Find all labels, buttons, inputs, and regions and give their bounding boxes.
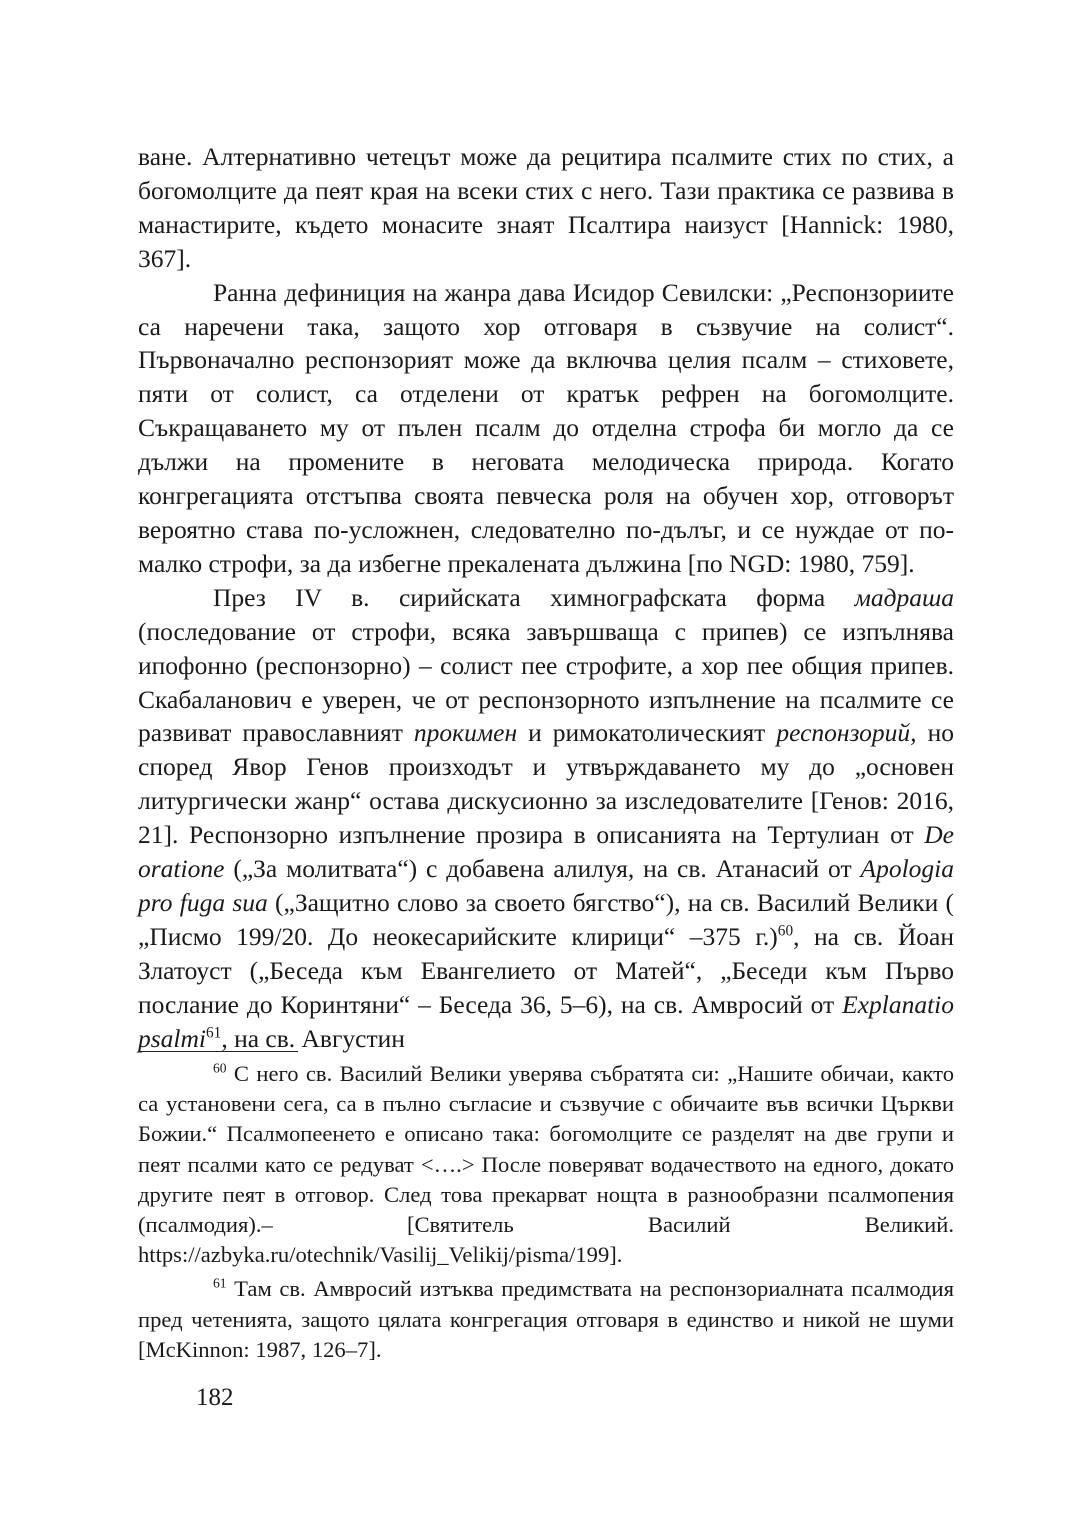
footnote-61: [138, 1274, 954, 1365]
footnote-separator: [138, 1051, 298, 1052]
paragraph-1-text: ване. Алтернативно четецът може да рецитира псалмите стих по стих, а богомолците да пеят края на всеки стих с него. Тази практика се развива в манастирите, където монасите знаят Псалтира наизуст [Hannick: 1980, 367].: [138, 142, 954, 273]
title-explanatio-psalmi: Explanatio psalmi: [138, 989, 954, 1053]
main-text: [138, 140, 954, 1055]
term-responsorium: респонзорий,: [776, 718, 917, 748]
term-prokimen: прокимен: [413, 718, 518, 748]
paragraph-1: [138, 140, 954, 276]
paragraph-3: [138, 581, 954, 1056]
term-madrasha: мадраша: [854, 582, 954, 612]
paragraph-3-text-c: и римокатолическият: [517, 718, 777, 748]
page-number: 182: [196, 1384, 234, 1412]
title-apologia: Apologia pro fuga sua: [138, 854, 954, 917]
paragraph-3-text-g: , на св. Йоан Златоуст („Беседа към Евангелието от Матей“, „Беседи към Първо послание до Коринтяни“ – Беседа 36, 5–6), на св. Амвросий от: [138, 921, 954, 1019]
footnote-ref-60[interactable]: 60: [777, 922, 794, 940]
paragraph-3-text-e: („За молитвата“) с добавена алилуя, на св. Атанасий от: [224, 854, 861, 884]
paragraph-2: [138, 276, 954, 581]
footnote-61-text: Там св. Амвросий изтъква предимствата на респонзориалната псалмодия пред четенията, защото цялата конгрегация отговаря в единство и никой не шуми [McKinnon: 1987, 126–7].: [138, 1276, 954, 1362]
footnote-ref-61[interactable]: 61: [206, 1024, 222, 1042]
paragraph-3-text-a: През IV в. сирийската химнографската форма: [213, 582, 855, 612]
paragraph-3-text-b: (последование от строфи, всяка завършваща с припев) се изпълнява ипофонно (респонзорно) – солист пее строфите, а хор пее общия припев. Скабаланович е уверен, че от респонзорното изпълнение на псалмите се развиват православният: [138, 616, 954, 748]
paragraph-2-text: Ранна дефиниция на жанра дава Исидор Севилски: „Респонзориите са наречени така, защото хор отговаря в съзвучие на солист“. Първоначално респонзорият може да включва целия псалм – стиховете, пяти от солист, са отделени от кратък рефрен на богомолците. Съкращаването му от пълен псалм до отделна строфа би могло да се дължи на промените в неговата мелодическа природа. Когато конгрегацията отстъпва своята певческа роля на обучен хор, отговорът вероятно става по-усложнен, следователно по-дълъг, и се нуждае от по-малко строфи, за да избегне прекалената дължина [по NGD: 1980, 759].: [138, 277, 954, 578]
footnote-60-number: 60: [213, 1060, 227, 1076]
footnotes: [138, 1059, 954, 1413]
footnote-60-text: С него св. Василий Велики уверява събратята си: „Нашите обичаи, както са установени сега, са в пълно съгласие и съзвучие с обичаите във всички Църкви Божии.“ Псалмопеенето е описано така: богомолците се разделят на две групи и пеят псалми като се редуват <….> После поверяват водачеството на едного, докато другите пеят в отговор. След това прекарват нощта в разнообразни псалмопения (псалмодия).– [Святитель Василий Великий. https://azbyka.ru/otechnik/Vasilij_Velikij/pisma/199].: [138, 1061, 954, 1268]
paragraph-3-text-h: , на св. Августин: [221, 1023, 405, 1053]
footnote-60: [138, 1059, 954, 1270]
footnote-61-number: 61: [213, 1275, 227, 1291]
title-de-oratione: De oratione: [138, 820, 954, 884]
paragraph-3-text-d: но според Явор Генов произходът и утвърждаването му до „основен литургически жанр“ остава дискусионно за изследователите [Генов: 2016, 21]. Респонзорно изпълнение прозира в описанията на Тертулиан от: [138, 718, 954, 850]
paragraph-3-text-f: („Защитно слово за своето бягство“), на св. Василий Велики ( „Писмо 199/20. До неокесарийските клирици“ –375 г.): [138, 887, 954, 951]
